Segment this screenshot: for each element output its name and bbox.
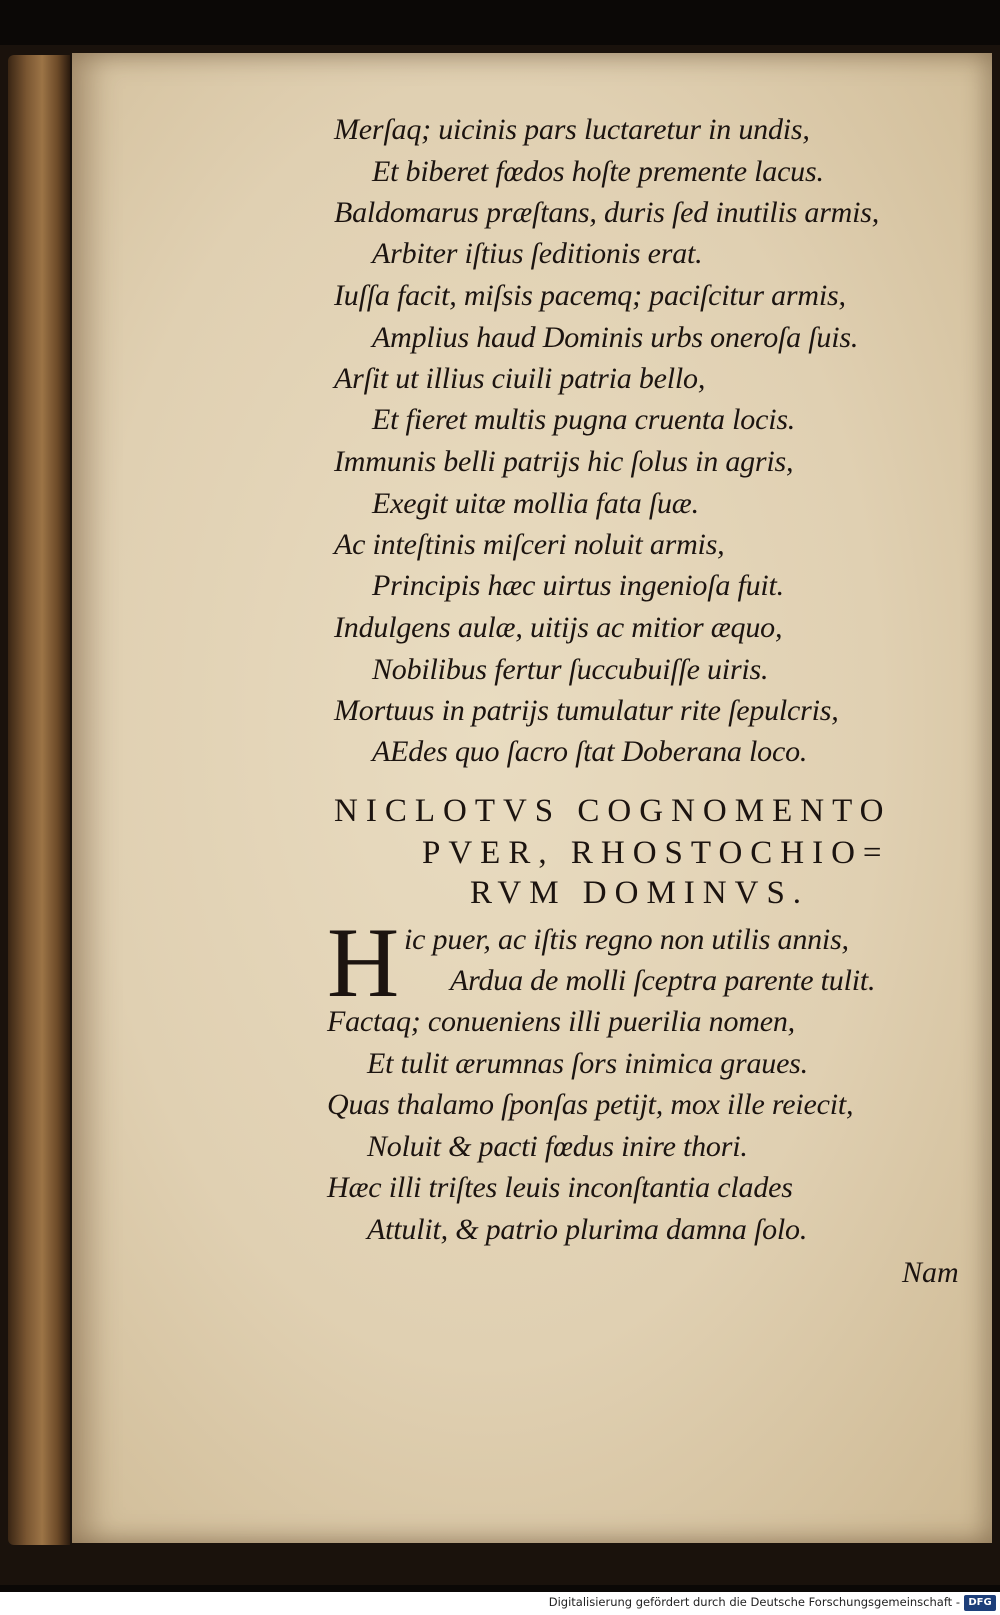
verse-line: Noluit & pacti fœdus inire thori.: [367, 1130, 748, 1163]
page-text: [72, 53, 992, 1543]
book-edge: [8, 55, 70, 1545]
verse-line: Arbiter iſtius ſeditionis erat.: [372, 237, 703, 270]
verse-line: Factaq; conueniens illi puerilia nomen,: [327, 1005, 795, 1038]
verse-line: Exegit uitæ mollia fata ſuæ.: [372, 487, 699, 520]
verse-line: Attulit, & patrio plurima damna ſolo.: [367, 1213, 808, 1246]
catchword: Nam: [902, 1256, 959, 1289]
verse-line: Indulgens aulæ, uitijs ac mitior æquo,: [334, 611, 783, 644]
footer-bar: [0, 1592, 1000, 1615]
verse-line: Nobilibus fertur ſuccubuiſſe uiris.: [372, 653, 769, 686]
verse-line: AEdes quo ſacro ſtat Doberana loco.: [372, 735, 808, 768]
section-heading-line-2: PVER, RHOSTOCHIO=: [422, 835, 890, 871]
verse-line: ic puer, ac iſtis regno non utilis annis,: [404, 923, 849, 956]
verse-line: Quas thalamo ſponſas petijt, mox ille reiecit,: [327, 1088, 854, 1121]
verse-line: Merſaq; uicinis pars luctaretur in undis,: [334, 113, 810, 146]
verse-line: Principis hæc uirtus ingenioſa fuit.: [372, 569, 784, 602]
section-heading-line-3: RVM DOMINVS.: [470, 875, 810, 911]
verse-line: Hæc illi triſtes leuis inconſtantia clades: [327, 1171, 793, 1204]
verse-line: Et biberet fœdos hoſte premente lacus.: [372, 155, 824, 188]
page: [72, 53, 992, 1543]
section-heading-line-1: NICLOTVS COGNOMENTO: [334, 793, 892, 829]
dfg-logo-icon[interactable]: DFG: [964, 1595, 996, 1611]
book: [0, 45, 1000, 1585]
verse-line: Ardua de molli ſceptra parente tulit.: [450, 964, 876, 997]
footer-credit: Digitalisierung gefördert durch die Deutsche Forschungsgemeinschaft -: [548, 1595, 960, 1609]
verse-line: Amplius haud Dominis urbs oneroſa ſuis.: [372, 321, 859, 354]
verse-line: Immunis belli patrijs hic ſolus in agris,: [334, 445, 794, 478]
verse-line: Et fieret multis pugna cruenta locis.: [372, 403, 796, 436]
verse-line: Mortuus in patrijs tumulatur rite ſepulcris,: [334, 694, 839, 727]
verse-line: Baldomarus præſtans, duris ſed inutilis armis,: [334, 196, 880, 229]
verse-line: Et tulit ærumnas ſors inimica graues.: [367, 1047, 808, 1080]
verse-line: Ac inteſtinis miſceri noluit armis,: [334, 528, 725, 561]
verse-line: Iuſſa facit, miſsis pacemq; paciſcitur armis,: [334, 279, 846, 312]
drop-cap: H: [327, 907, 400, 1018]
verse-line: Arſit ut illius ciuili patria bello,: [334, 362, 706, 395]
